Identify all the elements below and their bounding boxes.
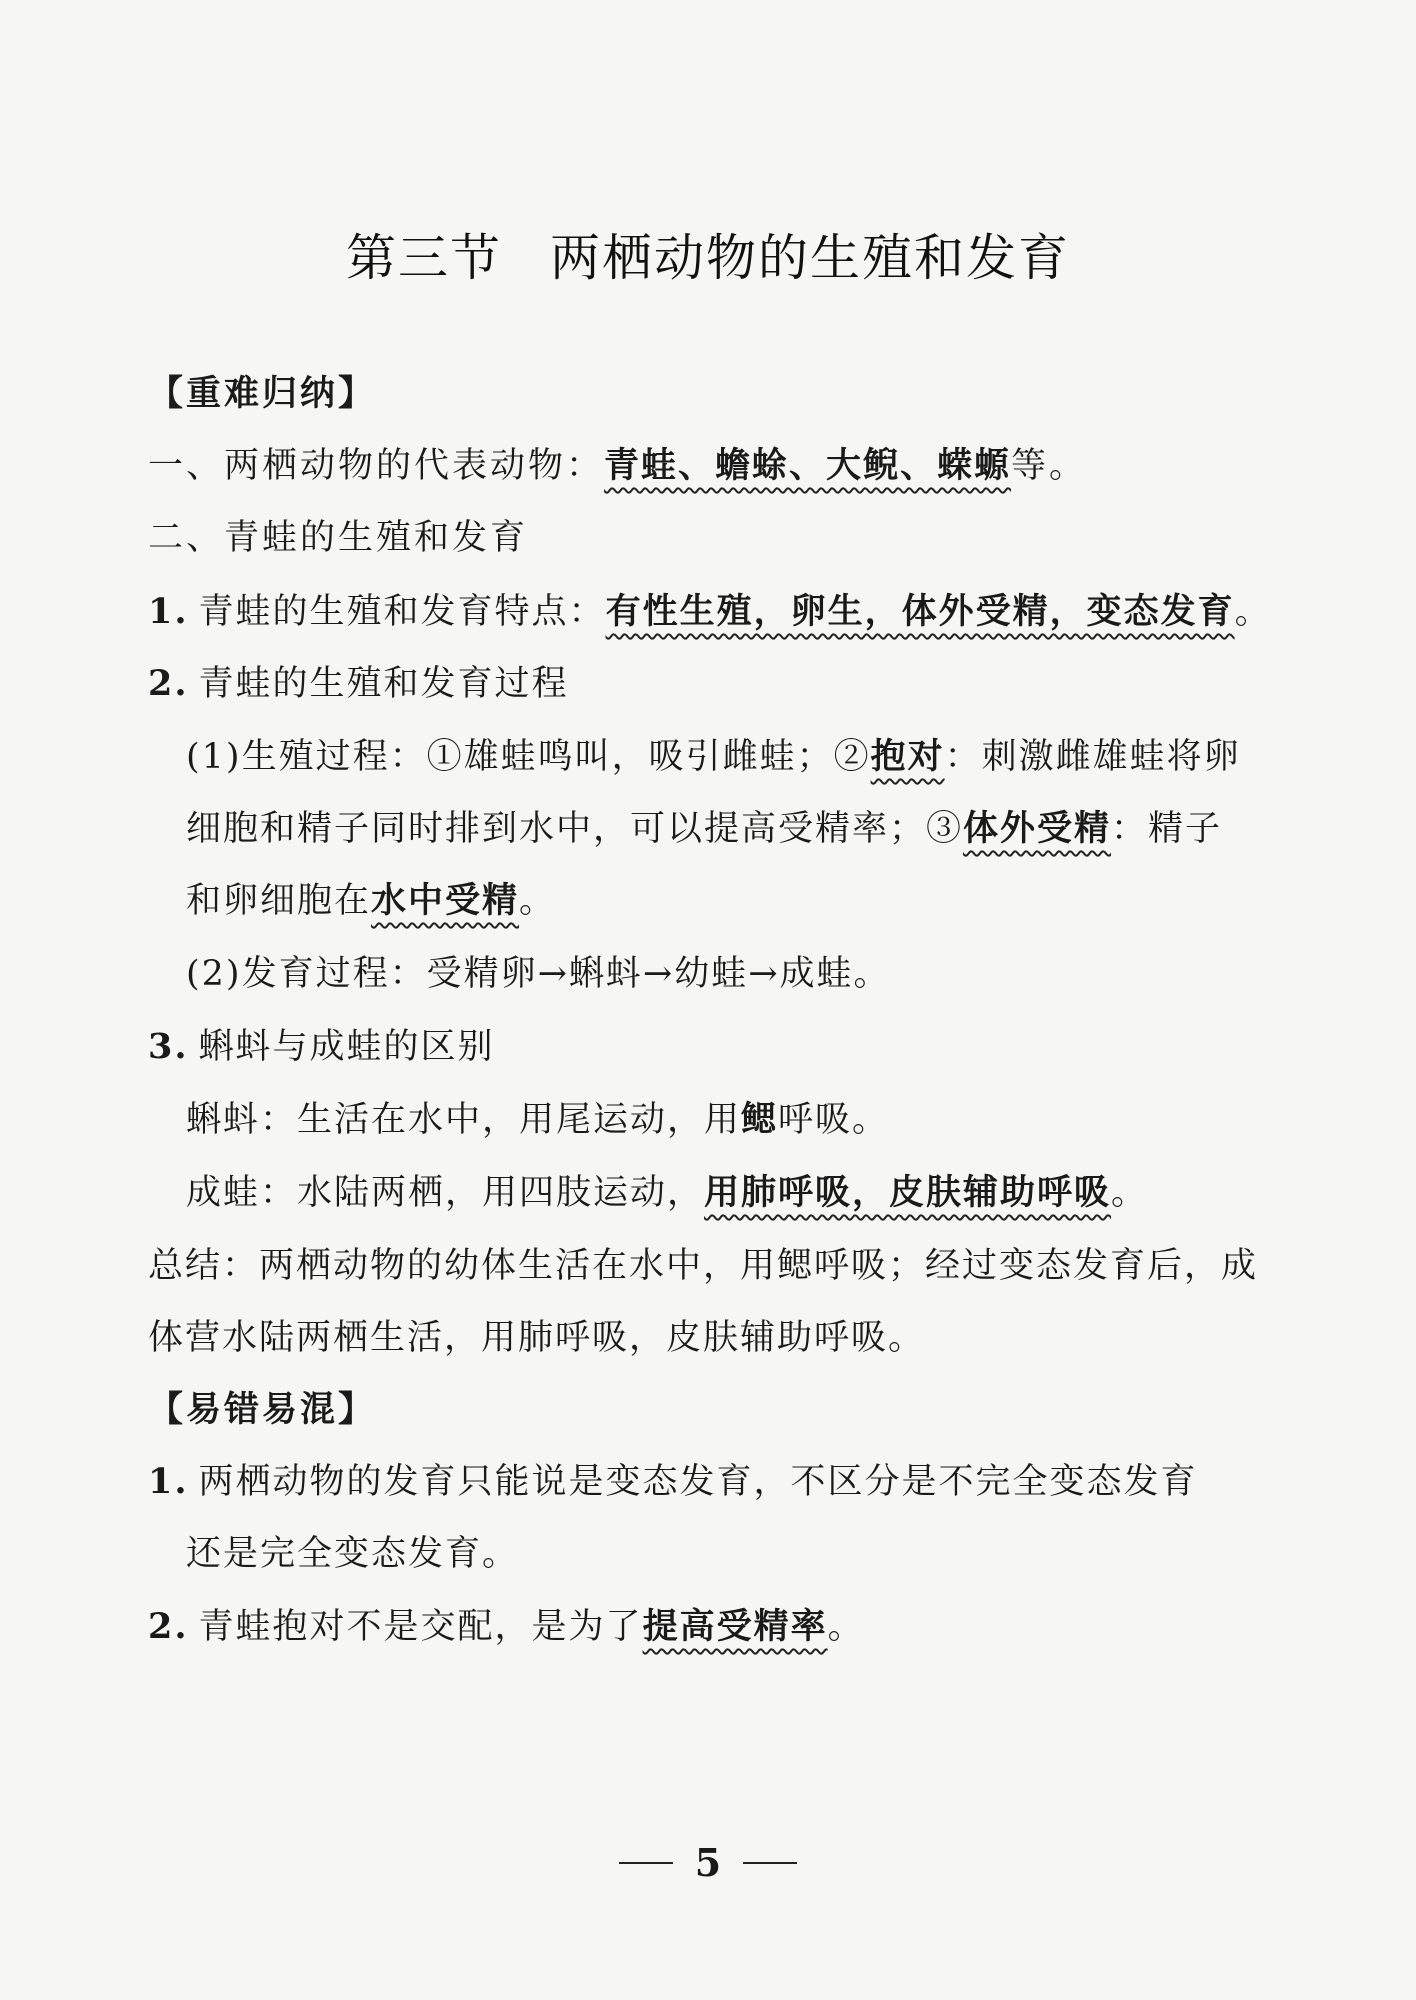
item-representative-animals: [148, 442, 1286, 490]
keyword: 提高受精率: [642, 1607, 828, 1647]
chapter-number: 第三节: [346, 229, 502, 287]
item-suffix: 等。: [1011, 446, 1088, 486]
keyword: 水中受精: [371, 881, 520, 921]
point-suffix: 。: [827, 1607, 865, 1647]
point-text: 青蛙的生殖和发育过程: [198, 664, 569, 704]
point-number: 1.: [148, 1461, 189, 1502]
point-1: [148, 588, 1286, 636]
line-text: 细胞和精子同时排到水中，可以提高受精率；③: [186, 809, 964, 849]
chapter-name: 两栖动物的生殖和发育: [550, 229, 1070, 287]
line-text: 。: [519, 881, 557, 921]
line-text: ：精子: [1111, 809, 1223, 849]
point-2-line-2: [186, 805, 1286, 853]
line-text: 。: [1111, 1173, 1149, 1213]
footer-dash-left: [619, 1862, 673, 1864]
point-text: 青蛙的生殖和发育特点：: [198, 592, 606, 632]
line-text: ：刺激雌雄蛙将卵: [944, 737, 1241, 777]
page-number: 5: [694, 1840, 722, 1885]
point-text: 蝌蚪与成蛙的区别: [198, 1027, 495, 1067]
point-number: 2.: [148, 663, 189, 704]
point-suffix: 。: [1234, 592, 1272, 632]
point-3-tadpole: [186, 1096, 1286, 1144]
point-2-development: (2)发育过程：受精卵→蝌蚪→幼蛙→成蛙。: [186, 954, 891, 994]
line-text: 成蛙：水陆两栖，用四肢运动，: [186, 1173, 705, 1213]
point-number: 2.: [148, 1606, 189, 1647]
keyword: 鳃: [741, 1100, 779, 1140]
summary-line-1: 总结：两栖动物的幼体生活在水中，用鳃呼吸；经过变态发育后，成: [148, 1246, 1259, 1286]
page-title: [0, 218, 1416, 290]
keyword: 体外受精: [963, 809, 1112, 849]
keyword: 抱对: [870, 737, 945, 777]
keyword: 有性生殖，卵生，体外受精，变态发育: [605, 592, 1235, 632]
footer-dash-right: [743, 1862, 797, 1864]
point-3-adult-frog: [186, 1169, 1286, 1217]
point-text: 青蛙抱对不是交配，是为了: [198, 1607, 643, 1647]
point-text: 两栖动物的发育只能说是变态发育，不区分是不完全变态发育: [198, 1462, 1198, 1502]
point-2: [148, 660, 1286, 708]
line-text: 呼吸。: [778, 1100, 890, 1140]
point-number: 3.: [148, 1026, 189, 1067]
keyword: 青蛙、蟾蜍、大鲵、蝾螈: [604, 446, 1012, 486]
mistake-1-continued: 还是完全变态发育。: [186, 1534, 520, 1574]
line-text: 蝌蚪：生活在水中，用尾运动，用: [186, 1100, 742, 1140]
mistake-2: [148, 1603, 1286, 1651]
summary-line-2: 体营水陆两栖生活，用肺呼吸，皮肤辅助呼吸。: [148, 1318, 926, 1358]
item-text: 一、两栖动物的代表动物：: [148, 446, 605, 486]
line-text: 和卵细胞在: [186, 881, 372, 921]
section-heading-key-points: 【重难归纳】: [148, 374, 377, 414]
line-text: (1)生殖过程：①雄蛙鸣叫，吸引雌蛙；②: [186, 737, 871, 777]
page-footer: [0, 1840, 1416, 1885]
point-2-line-3: [186, 877, 1286, 925]
point-3: [148, 1023, 1286, 1071]
section-heading-common-mistakes: 【易错易混】: [148, 1390, 377, 1430]
item-frog-reproduction-heading: 二、青蛙的生殖和发育: [148, 518, 529, 558]
mistake-1: [148, 1458, 1286, 1506]
point-number: 1.: [148, 591, 189, 632]
point-2-line-1: [186, 733, 1286, 781]
keyword: 用肺呼吸，皮肤辅助呼吸: [704, 1173, 1112, 1213]
